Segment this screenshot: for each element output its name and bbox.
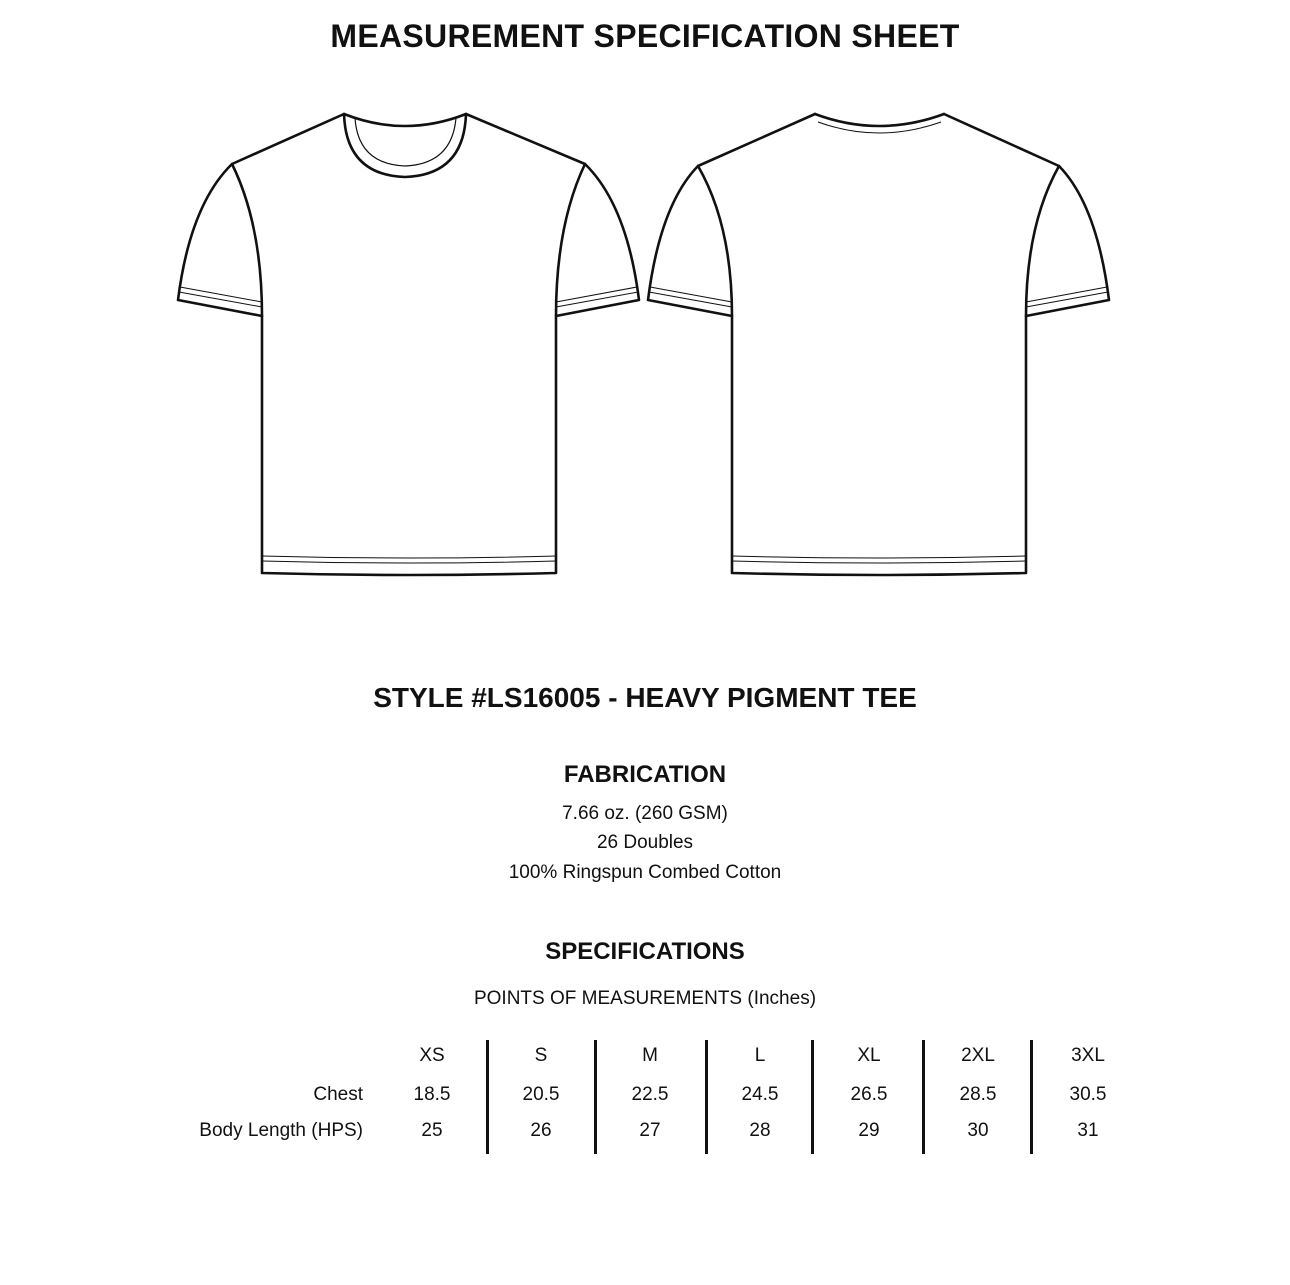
body-length-xl: 29 <box>858 1120 880 1141</box>
back-stitch-lines <box>649 122 1108 563</box>
style-title: STYLE #LS16005 - HEAVY PIGMENT TEE <box>373 682 917 713</box>
fabrication-gauge: 26 Doubles <box>596 832 694 853</box>
fabrication-weight: 7.66 oz. (260 GSM) <box>562 803 728 824</box>
garment-flats <box>0 0 1290 600</box>
fabrication-heading: FABRICATION <box>563 761 727 788</box>
chest-3xl: 30.5 <box>1069 1084 1107 1105</box>
body-length-3xl: 31 <box>1077 1120 1099 1141</box>
body-length-xs: 25 <box>421 1120 443 1141</box>
body-length-s: 26 <box>530 1120 552 1141</box>
chest-s: 20.5 <box>522 1084 560 1105</box>
column-divider <box>705 1040 708 1154</box>
chest-m: 22.5 <box>631 1084 669 1105</box>
chest-l: 24.5 <box>741 1084 779 1105</box>
chest-xl: 26.5 <box>850 1084 888 1105</box>
sheet-title: MEASUREMENT SPECIFICATION SHEET <box>330 18 960 54</box>
size-header-3xl: 3XL <box>1071 1045 1105 1066</box>
size-header-l: L <box>754 1045 766 1066</box>
row-label-body-length: Body Length (HPS) <box>199 1120 363 1141</box>
size-header-s: S <box>534 1045 548 1066</box>
chest-xs: 18.5 <box>413 1084 451 1105</box>
body-length-m: 27 <box>639 1120 661 1141</box>
tshirt-back-icon <box>648 114 1109 575</box>
column-divider <box>922 1040 925 1154</box>
column-divider <box>486 1040 489 1154</box>
size-header-2xl: 2XL <box>961 1045 995 1066</box>
pom-title: POINTS OF MEASUREMENTS (Inches) <box>473 988 817 1009</box>
row-label-chest: Chest <box>313 1084 363 1105</box>
column-divider <box>594 1040 597 1154</box>
column-divider <box>1030 1040 1033 1154</box>
chest-2xl: 28.5 <box>959 1084 997 1105</box>
front-stitch-lines <box>179 287 638 563</box>
body-length-l: 28 <box>749 1120 771 1141</box>
size-header-m: M <box>642 1045 658 1066</box>
specifications-heading: SPECIFICATIONS <box>545 938 745 965</box>
body-length-2xl: 30 <box>967 1120 989 1141</box>
tshirt-front-icon <box>178 114 639 575</box>
size-header-xs: XS <box>419 1045 445 1066</box>
size-header-xl: XL <box>857 1045 881 1066</box>
fabrication-content: 100% Ringspun Combed Cotton <box>508 862 782 883</box>
column-divider <box>811 1040 814 1154</box>
